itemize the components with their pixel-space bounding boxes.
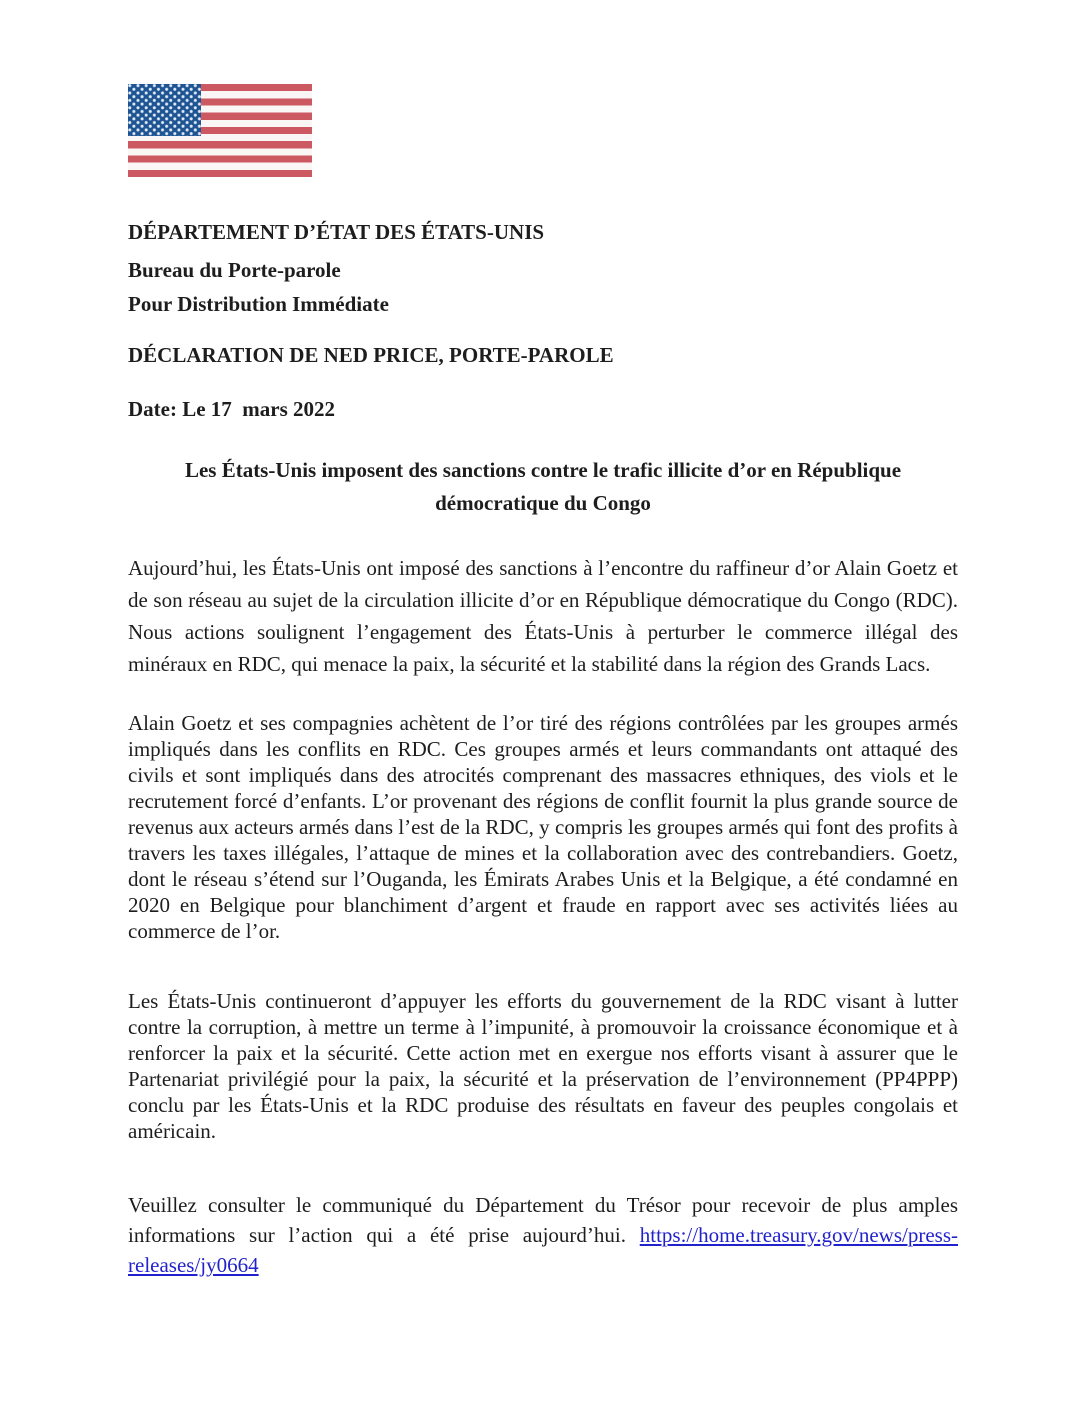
body-paragraph-3: Les États-Unis continueront d’appuyer les efforts du gouvernement de la RDC visant à lutter contre la corruption, à mettre un terme à l’impunité, à promouvoir la croissance économique et à renforcer la paix et la sécurité. Cette action met en exergue nos efforts visant à assurer que le Partenariat privilégié pour la paix, la sécurité et la préservation de l’environnement (PP4PPP) conclu par les États-Unis et la RDC produise des résultats en faveur des peuples congolais et américain. xyxy=(128,989,958,1143)
date-line: Date: Le 17 mars 2022 xyxy=(128,397,336,421)
bureau-line: Bureau du Porte-parole xyxy=(128,258,341,282)
department-line: DÉPARTEMENT D’ÉTAT DES ÉTATS-UNIS xyxy=(128,220,545,244)
masthead xyxy=(128,220,958,422)
distribution-line: Pour Distribution Immédiate xyxy=(128,292,389,316)
treasury-press-release-link[interactable]: https://home.treasury.gov/news/press-releases/jy0664 xyxy=(128,1223,958,1277)
body-paragraph-1: Aujourd’hui, les États-Unis ont imposé des sanctions à l’encontre du raffineur d’or Alain Goetz et de son réseau au sujet de la circulation illicite d’or en République démocratique du Congo (RDC). Nous actions soulignent l’engagement des États-Unis à perturber le commerce illégal des minéraux en RDC, qui menace la paix, la sécurité et la stabilité dans la région des Grands Lacs. xyxy=(128,556,958,676)
closing-paragraph xyxy=(128,1190,958,1280)
document-title: Les États-Unis imposent des sanctions contre le trafic illicite d’or en République démocratique du Congo xyxy=(184,458,902,515)
closing-text: Veuillez consulter le communiqué du Département du Trésor pour recevoir de plus amples informations sur l’action qui a été prise aujourd’hui. xyxy=(128,1193,958,1247)
body-paragraph-2: Alain Goetz et ses compagnies achètent de l’or tiré des régions contrôlées par les groupes armés impliqués dans les conflits en RDC. Ces groupes armés et leurs commandants ont attaqué des civils et sont impliqués dans des atrocités comprenant des massacres ethniques, des viols et le recrutement forcé d’enfants. L’or provenant des régions de conflit fournit la plus grande source de revenus aux acteurs armés dans l’est de la RDC, y compris les groupes armés qui font des profits à travers les taxes illégales, l’attaque de mines et la collaboration avec des contrebandiers. Goetz, dont le réseau s’étend sur l’Ouganda, les Émirats Arabes Unis et la Belgique, a été condamné en 2020 en Belgique pour blanchiment d’argent et fraude en rapport avec ses activités liées au commerce de l’or. xyxy=(128,711,958,943)
us-flag-canton xyxy=(128,84,201,136)
us-flag-icon xyxy=(128,84,312,177)
declaration-line: DÉCLARATION DE NED PRICE, PORTE-PAROLE xyxy=(128,343,614,367)
